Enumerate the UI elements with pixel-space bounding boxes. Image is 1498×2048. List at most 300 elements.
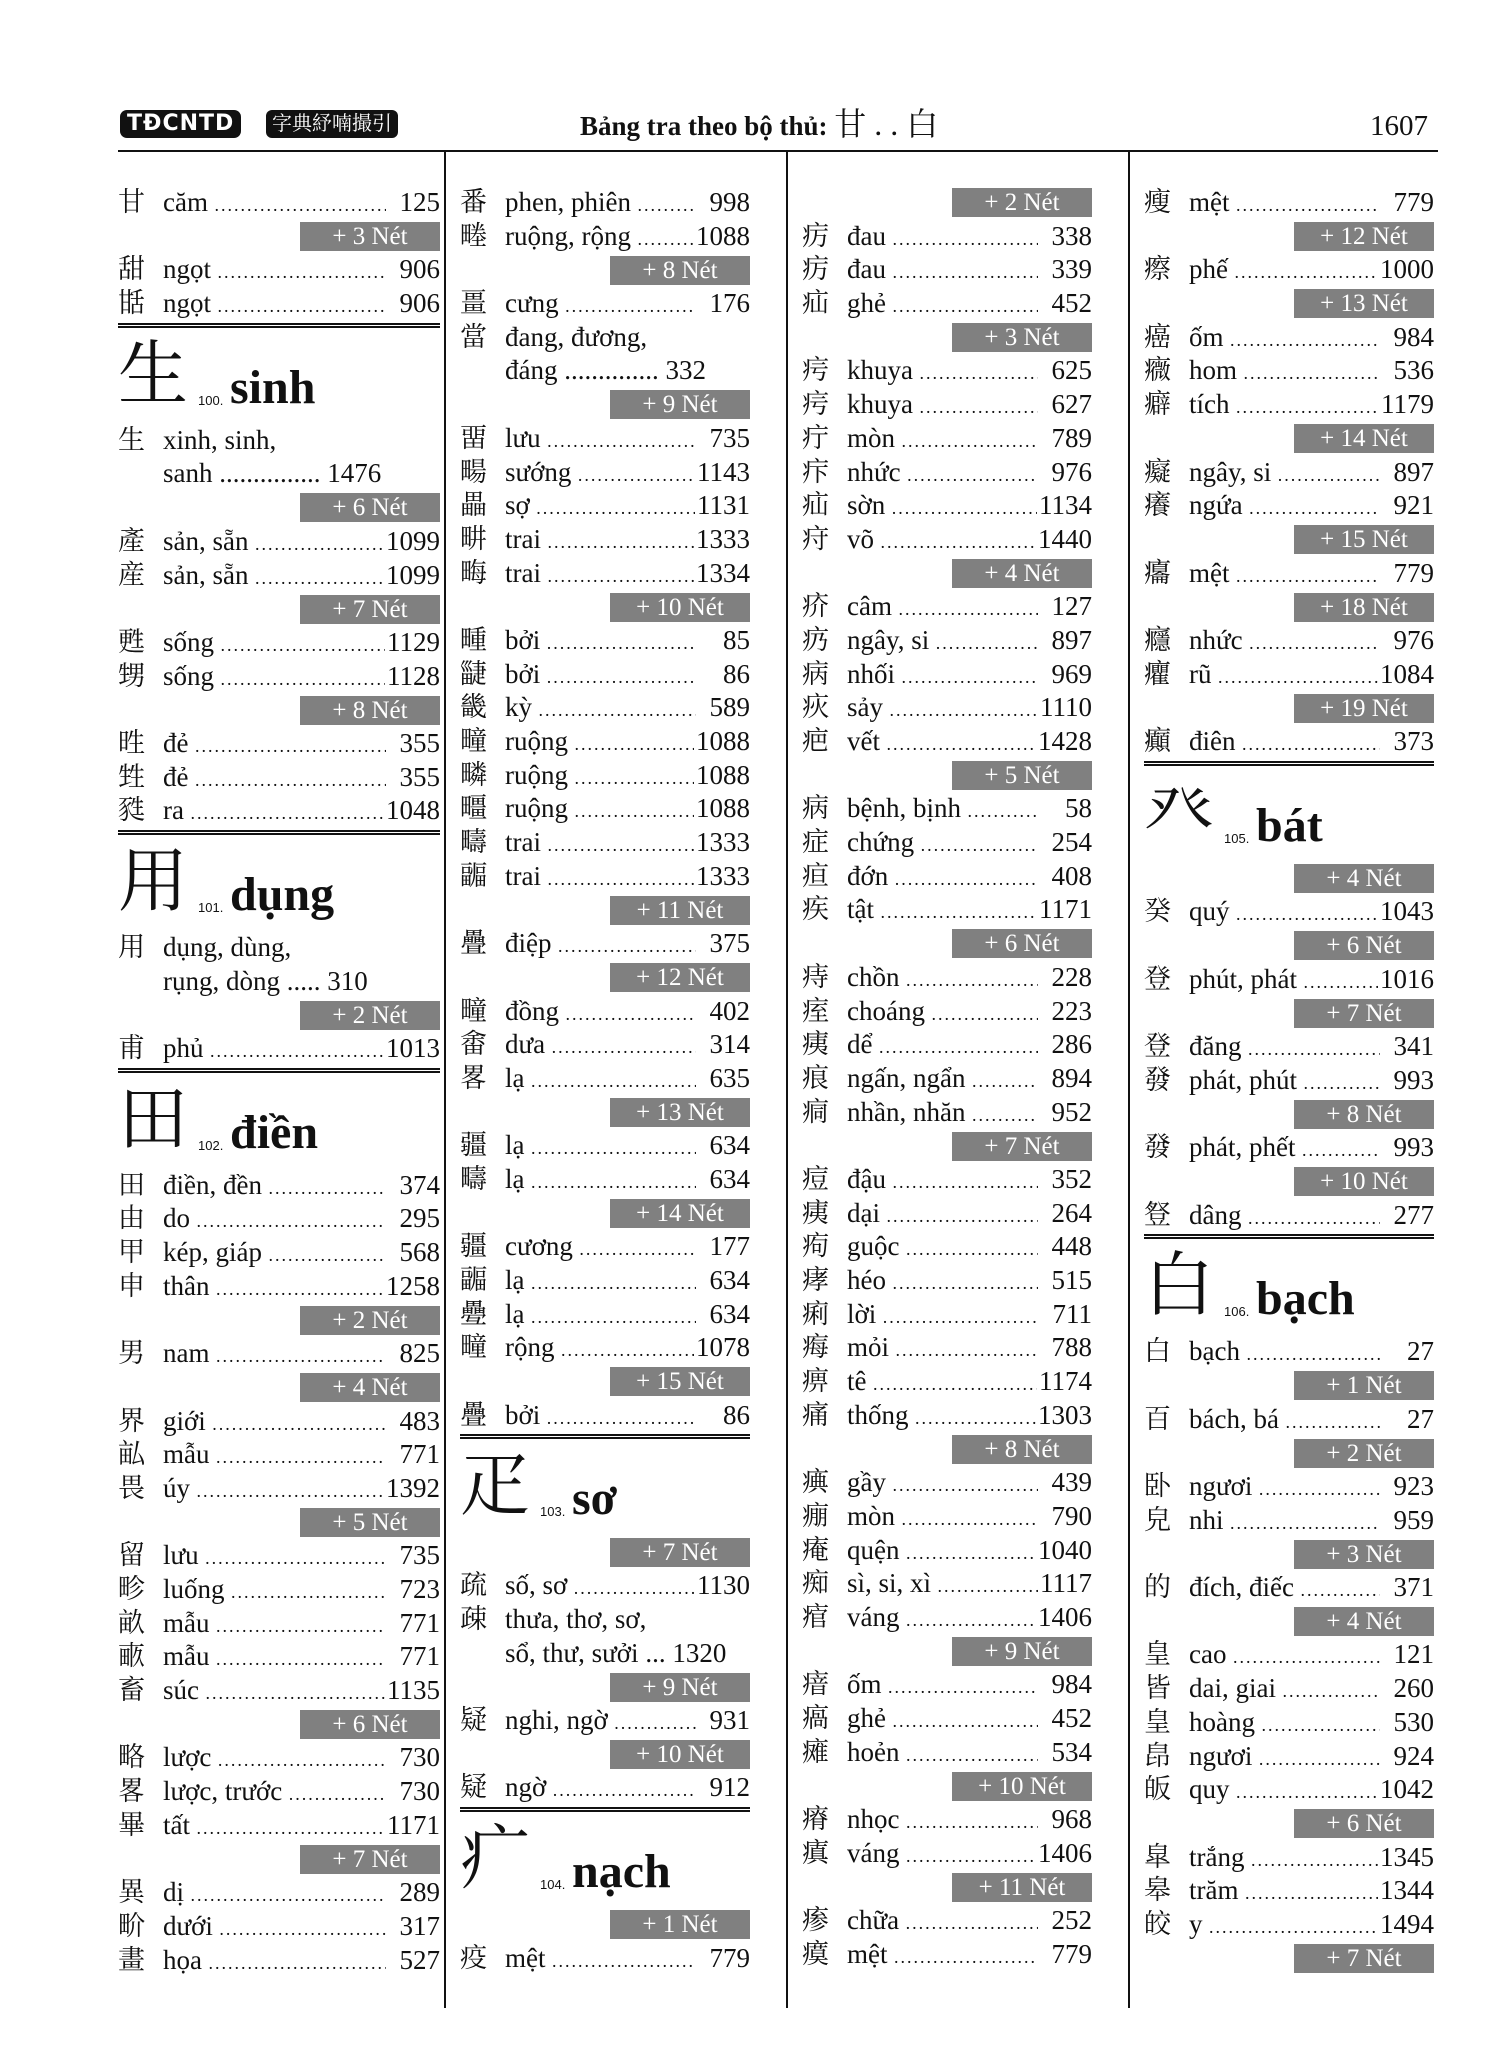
radical-heading xyxy=(1144,761,1434,862)
index-entry xyxy=(802,253,1092,287)
entry-reading: ngấn, ngẩn ..... xyxy=(847,1062,1038,1099)
index-entry xyxy=(802,961,1092,995)
stroke-count-label: + 6 Nét xyxy=(300,1710,440,1739)
entry-character: 痴 xyxy=(802,1568,829,1599)
entry-reading: mòn ..... xyxy=(847,1500,1038,1537)
entry-character: 瘦 xyxy=(1144,187,1171,217)
entry-character: 疊 xyxy=(460,1399,487,1430)
entry-page: 998 xyxy=(709,187,750,217)
entry-reading: trai ..... xyxy=(505,860,694,897)
stroke-count-header xyxy=(1144,691,1434,725)
entry-page: 779 xyxy=(1051,1938,1092,1969)
entry-page: 1117 xyxy=(1040,1568,1092,1599)
stroke-count-header xyxy=(1144,929,1434,963)
entry-character: 畿 xyxy=(460,692,487,723)
index-entry xyxy=(118,1270,440,1304)
index-entry xyxy=(1144,658,1434,692)
stroke-count-label: + 1 Nét xyxy=(610,1910,750,1939)
entry-page: 625 xyxy=(1051,355,1092,386)
index-entry xyxy=(1144,1638,1434,1672)
entry-reading: dai, giai ..... xyxy=(1189,1672,1380,1709)
index-entry xyxy=(118,1337,440,1371)
entry-page: 1171 xyxy=(387,1809,440,1840)
entry-reading: nhọc ..... xyxy=(847,1803,1038,1840)
entry-reading: lạ ..... xyxy=(505,1129,696,1166)
entry-character: 瘵 xyxy=(1144,254,1171,285)
entry-character: 甠 xyxy=(118,727,145,758)
entry-continuation: sổ, thư, sưởi ... 1320 xyxy=(505,1637,727,1668)
entry-character: 疜 xyxy=(802,456,829,487)
entry-character: 疃 xyxy=(460,726,487,756)
stroke-count-label: + 3 Nét xyxy=(1294,1540,1434,1569)
index-entry xyxy=(460,995,750,1029)
radical-number: 100. xyxy=(198,392,224,408)
index-entry xyxy=(802,691,1092,725)
entry-page: 85 xyxy=(723,624,750,655)
stroke-count-label: + 13 Nét xyxy=(610,1098,750,1127)
entry-reading: y ..... xyxy=(1189,1908,1378,1945)
stroke-count-label: + 15 Nét xyxy=(610,1367,750,1396)
entry-page: 968 xyxy=(1051,1804,1092,1834)
index-entry xyxy=(118,1741,440,1775)
index-entry xyxy=(1144,456,1434,490)
entry-page: 897 xyxy=(1051,624,1092,655)
index-column-1 xyxy=(118,186,440,1977)
stroke-count-header xyxy=(460,961,750,995)
entry-character: 産 xyxy=(118,559,145,590)
index-entry xyxy=(1144,725,1434,759)
entry-character: 皇 xyxy=(1144,1706,1171,1737)
entry-reading: đồng ..... xyxy=(505,995,696,1032)
index-entry xyxy=(460,1771,750,1805)
entry-character: 瘼 xyxy=(802,1938,829,1969)
entry-page: 897 xyxy=(1393,456,1434,487)
entry-page: 1084 xyxy=(1380,658,1434,689)
entry-page: 730 xyxy=(399,1776,440,1807)
entry-character: 痗 xyxy=(802,1332,829,1363)
index-entry xyxy=(460,658,750,692)
entry-character: 疇 xyxy=(460,827,487,858)
stroke-count-header xyxy=(118,491,440,525)
entry-character: 畾 xyxy=(460,490,487,521)
entry-reading: bệnh, bịnh ..... xyxy=(847,792,1038,829)
entry-continuation: đáng .............. 332 xyxy=(505,355,706,386)
stroke-count-header xyxy=(460,1365,750,1399)
index-entry xyxy=(802,1567,1092,1601)
entry-reading: đang, đương, xyxy=(505,321,648,352)
index-entry xyxy=(118,660,440,694)
stroke-count-header xyxy=(460,1908,750,1942)
stroke-count-label: + 10 Nét xyxy=(610,1740,750,1769)
stroke-count-header xyxy=(460,1670,750,1704)
index-entry xyxy=(802,590,1092,624)
entry-character: 畮 xyxy=(460,557,487,588)
entry-page: 894 xyxy=(1051,1062,1092,1093)
entry-reading: lưu ..... xyxy=(505,422,696,459)
index-column-2 xyxy=(460,186,750,1975)
index-entry xyxy=(118,1573,440,1607)
entry-character: 癮 xyxy=(1144,624,1171,655)
entry-character: 疏 xyxy=(460,1570,487,1601)
entry-reading: khuya ..... xyxy=(847,354,1038,391)
stroke-count-header xyxy=(1144,996,1434,1030)
radical-name: bạch xyxy=(1256,1272,1355,1326)
entry-reading: trăm ..... xyxy=(1189,1874,1378,1911)
index-entry xyxy=(118,1236,440,1270)
radical-character: 癶 xyxy=(1144,774,1214,852)
stroke-count-header xyxy=(460,1738,750,1772)
index-entry xyxy=(118,931,440,965)
stroke-count-header xyxy=(1144,1605,1434,1639)
index-entry xyxy=(802,220,1092,254)
stroke-count-header xyxy=(1144,1369,1434,1403)
entry-character: 疠 xyxy=(802,220,829,251)
entry-page: 402 xyxy=(709,995,750,1026)
entry-page: 1134 xyxy=(1039,490,1092,521)
entry-reading: đau ..... xyxy=(847,220,1038,257)
entry-page: 779 xyxy=(1393,557,1434,588)
entry-reading: ốm ..... xyxy=(847,1668,1038,1705)
stroke-count-label: + 12 Nét xyxy=(610,963,750,992)
entry-character: 癢 xyxy=(1144,490,1171,521)
entry-reading: sản, sẵn ..... xyxy=(163,559,384,596)
entry-character: 痔 xyxy=(802,961,829,992)
index-entry xyxy=(460,624,750,658)
entry-character: 疈 xyxy=(460,860,487,891)
entry-page: 1440 xyxy=(1038,523,1092,554)
entry-reading: dưa ..... xyxy=(505,1028,696,1065)
entry-page: 568 xyxy=(399,1237,440,1268)
entry-reading: thống ..... xyxy=(847,1399,1036,1436)
entry-character: 疑 xyxy=(460,1772,487,1803)
radical-heading xyxy=(118,830,440,931)
entry-page: 317 xyxy=(399,1910,440,1941)
radical-character: 疋 xyxy=(460,1448,530,1526)
entry-page: 515 xyxy=(1051,1265,1092,1295)
entry-reading: thưa, thơ, sơ, xyxy=(505,1603,647,1634)
page-title-radicals: 甘 . . 白 xyxy=(834,106,939,142)
stroke-count-label: + 10 Nét xyxy=(952,1772,1092,1801)
entry-reading: số, sơ ..... xyxy=(505,1569,695,1606)
entry-character: 畻 xyxy=(460,220,487,251)
entry-page: 452 xyxy=(1051,1702,1092,1733)
entry-page: 1333 xyxy=(696,827,750,858)
stroke-count-header xyxy=(802,1769,1092,1803)
stroke-count-label: + 8 Nét xyxy=(610,256,750,285)
entry-reading: căm ..... xyxy=(163,186,386,223)
stroke-count-header xyxy=(1144,1942,1434,1976)
index-entry xyxy=(1144,321,1434,355)
entry-character: 痍 xyxy=(802,1197,829,1228)
entry-page: 959 xyxy=(1393,1504,1434,1535)
entry-page: 984 xyxy=(1393,321,1434,352)
stroke-count-label: + 4 Nét xyxy=(952,559,1092,588)
entry-reading: phen, phiên ..... xyxy=(505,186,696,223)
entry-reading: phủ ..... xyxy=(163,1032,384,1069)
index-entry xyxy=(1144,1131,1434,1165)
stroke-count-header xyxy=(1144,1807,1434,1841)
entry-reading: lạ ..... xyxy=(505,1264,696,1301)
entry-page: 177 xyxy=(709,1231,750,1262)
index-entry xyxy=(460,927,750,961)
entry-character: 痀 xyxy=(802,1231,829,1262)
entry-reading: guộc ..... xyxy=(847,1230,1038,1267)
entry-page: 373 xyxy=(1393,726,1434,756)
entry-reading: phế ..... xyxy=(1189,253,1378,290)
index-entry xyxy=(802,489,1092,523)
entry-character: 疈 xyxy=(460,1265,487,1295)
entry-page: 375 xyxy=(709,928,750,959)
radical-character: 疒 xyxy=(460,1820,530,1898)
entry-reading: nhối ..... xyxy=(847,658,1038,695)
index-entry xyxy=(460,725,750,759)
entry-reading: trai ..... xyxy=(505,826,694,863)
entry-character: 痷 xyxy=(802,1534,829,1565)
radical-number: 103. xyxy=(540,1504,566,1520)
entry-reading: mẫu ..... xyxy=(163,1640,386,1677)
index-entry xyxy=(118,1809,440,1843)
stroke-count-header xyxy=(1144,220,1434,254)
stroke-count-header xyxy=(802,1432,1092,1466)
entry-character: 痹 xyxy=(802,1366,829,1397)
entry-reading: điên ..... xyxy=(1189,725,1380,762)
entry-page: 976 xyxy=(1393,624,1434,655)
entry-page: 355 xyxy=(399,761,440,792)
stroke-count-header xyxy=(1144,1098,1434,1132)
index-entry xyxy=(1144,1335,1434,1369)
stroke-count-label: + 11 Nét xyxy=(952,1873,1092,1902)
index-entry xyxy=(802,1096,1092,1130)
index-entry xyxy=(1144,388,1434,422)
stroke-count-header xyxy=(118,1708,440,1742)
dictionary-logo: 字典紓喃撮引 xyxy=(266,110,398,138)
index-entry xyxy=(802,1163,1092,1197)
entry-reading: bởi ..... xyxy=(505,624,696,661)
entry-character: 疃 xyxy=(460,995,487,1026)
entry-page: 27 xyxy=(1407,1336,1434,1367)
stroke-count-label: + 9 Nét xyxy=(610,390,750,419)
entry-reading: đẻ ..... xyxy=(163,761,386,798)
entry-character: 痍 xyxy=(802,1029,829,1060)
stroke-count-header xyxy=(1144,1436,1434,1470)
entry-page: 1088 xyxy=(696,220,750,251)
entry-character: 癟 xyxy=(1144,557,1171,588)
entry-character: 疫 xyxy=(460,1942,487,1973)
entry-character: 當 xyxy=(460,321,487,352)
entry-reading: lược, trước ..... xyxy=(163,1775,386,1812)
stroke-count-header xyxy=(1144,590,1434,624)
entry-character: 疝 xyxy=(802,288,829,319)
entry-character: 痯 xyxy=(802,1601,829,1632)
entry-character: 畛 xyxy=(118,1574,145,1604)
stroke-count-label: + 6 Nét xyxy=(300,493,440,522)
entry-character: 發 xyxy=(1144,1132,1171,1163)
index-entry xyxy=(1144,354,1434,388)
entry-reading: nghi, ngờ ..... xyxy=(505,1704,696,1741)
index-entry xyxy=(460,1264,750,1298)
entry-character: 病 xyxy=(802,658,829,689)
entry-page: 779 xyxy=(709,1942,750,1973)
index-entry xyxy=(460,1298,750,1332)
entry-page: 923 xyxy=(1393,1471,1434,1501)
radical-heading xyxy=(460,1434,750,1535)
entry-page: 735 xyxy=(709,422,750,453)
entry-character: 卧 xyxy=(1144,1471,1171,1501)
index-entry xyxy=(802,523,1092,557)
entry-character: 疄 xyxy=(460,759,487,790)
stroke-count-header xyxy=(460,1197,750,1231)
entry-character: 界 xyxy=(118,1405,145,1436)
entry-reading: ngây, si ..... xyxy=(847,624,1038,661)
entry-page: 1130 xyxy=(697,1570,750,1601)
entry-character: 疔 xyxy=(802,422,829,453)
stroke-count-label: + 7 Nét xyxy=(300,595,440,624)
entry-page: 1334 xyxy=(696,557,750,588)
index-entry xyxy=(802,792,1092,826)
entry-character: 痚 xyxy=(802,1265,829,1295)
index-entry xyxy=(460,456,750,490)
entry-page: 1143 xyxy=(697,456,750,487)
entry-reading: chồn ..... xyxy=(847,961,1038,998)
entry-reading: gầy ..... xyxy=(847,1466,1038,1503)
entry-character: 略 xyxy=(118,1742,145,1773)
entry-character: 畺 xyxy=(460,288,487,319)
entry-reading: rộng ..... xyxy=(505,1331,694,1368)
stroke-count-label: + 7 Nét xyxy=(952,1132,1092,1161)
index-entry xyxy=(802,287,1092,321)
stroke-count-header xyxy=(460,1096,750,1130)
entry-character: 畍 xyxy=(118,1910,145,1941)
entry-character: 畞 xyxy=(118,1641,145,1672)
entry-page: 121 xyxy=(1393,1639,1434,1670)
entry-page: 1000 xyxy=(1380,254,1434,285)
radical-heading xyxy=(1144,1234,1434,1335)
entry-page: 1013 xyxy=(386,1033,440,1064)
index-entry xyxy=(118,424,440,458)
stroke-count-label: + 15 Nét xyxy=(1294,525,1434,554)
entry-reading: cưng ..... xyxy=(505,287,696,324)
entry-reading: phát, phút ..... xyxy=(1189,1064,1380,1101)
entry-character: 瘑 xyxy=(802,1702,829,1733)
entry-character: 甥 xyxy=(118,660,145,691)
index-entry xyxy=(118,727,440,761)
entry-character: 百 xyxy=(1144,1403,1171,1434)
entry-reading: tất ..... xyxy=(163,1809,385,1846)
entry-page: 228 xyxy=(1051,961,1092,992)
entry-character: 瘠 xyxy=(802,1804,829,1834)
radical-name: điền xyxy=(230,1105,319,1159)
entry-page: 634 xyxy=(709,1298,750,1329)
entry-reading: héo ..... xyxy=(847,1264,1038,1301)
entry-page: 711 xyxy=(1052,1298,1092,1329)
entry-character: 疊 xyxy=(460,928,487,959)
entry-page: 27 xyxy=(1407,1403,1434,1434)
index-entry xyxy=(1144,1672,1434,1706)
radical-number: 104. xyxy=(540,1876,566,1892)
entry-reading: phút, phát ..... xyxy=(1189,963,1378,1000)
entry-character: 痓 xyxy=(802,995,829,1026)
index-entry xyxy=(460,1399,750,1433)
entry-character: 由 xyxy=(118,1203,145,1234)
radical-number: 102. xyxy=(198,1137,224,1153)
index-entry xyxy=(802,1028,1092,1062)
entry-character: 癖 xyxy=(1144,389,1171,420)
entry-page: 338 xyxy=(1051,220,1092,251)
entry-reading: dâng ..... xyxy=(1189,1199,1380,1236)
index-entry xyxy=(1144,1874,1434,1908)
stroke-count-header xyxy=(802,927,1092,961)
stroke-count-header xyxy=(1144,1537,1434,1571)
stroke-count-header xyxy=(118,1304,440,1338)
entry-character: 登 xyxy=(1144,963,1171,994)
stroke-count-header xyxy=(802,1870,1092,1904)
entry-reading: lời ..... xyxy=(847,1298,1038,1335)
entry-character: 疓 xyxy=(802,624,829,655)
entry-page: 277 xyxy=(1393,1199,1434,1230)
entry-character: 用 xyxy=(118,932,145,962)
entry-reading: dại ..... xyxy=(847,1197,1038,1234)
index-entry xyxy=(1144,253,1434,287)
entry-character: 甦 xyxy=(118,626,145,657)
entry-character: 疤 xyxy=(802,726,829,756)
stroke-count-label: + 6 Nét xyxy=(1294,931,1434,960)
entry-character: 畼 xyxy=(460,456,487,487)
entry-reading: kép, giáp ..... xyxy=(163,1236,386,1273)
index-entry xyxy=(1144,1199,1434,1233)
stroke-count-label: + 5 Nét xyxy=(952,761,1092,790)
stroke-count-label: + 11 Nét xyxy=(610,896,750,925)
column-divider xyxy=(444,152,446,2008)
entry-character: 疃 xyxy=(460,1332,487,1363)
entry-reading: tích ..... xyxy=(1189,388,1379,425)
entry-page: 448 xyxy=(1051,1231,1092,1262)
index-entry xyxy=(118,626,440,660)
index-entry xyxy=(1144,1841,1434,1875)
index-entry xyxy=(118,186,440,220)
entry-character: 疛 xyxy=(802,523,829,554)
entry-page: 993 xyxy=(1393,1064,1434,1095)
entry-reading: chứng ..... xyxy=(847,826,1038,863)
index-entry xyxy=(1144,1064,1434,1098)
entry-character: 白 xyxy=(1144,1336,1171,1367)
index-entry xyxy=(802,354,1092,388)
index-entry xyxy=(1144,624,1434,658)
entry-character: 症 xyxy=(802,827,829,858)
stroke-count-label: + 9 Nét xyxy=(952,1637,1092,1666)
entry-page: 536 xyxy=(1393,355,1434,386)
entry-character: 疞 xyxy=(802,355,829,386)
entry-page: 527 xyxy=(399,1944,440,1975)
entry-reading: ngứa ..... xyxy=(1189,489,1380,526)
entry-reading: đăng ..... xyxy=(1189,1030,1380,1067)
entry-page: 223 xyxy=(1051,995,1092,1026)
entry-character: 痛 xyxy=(802,1399,829,1430)
radical-character: 田 xyxy=(118,1081,188,1159)
entry-reading: trắng ..... xyxy=(1189,1841,1378,1878)
stroke-count-label: + 14 Nét xyxy=(610,1199,750,1228)
entry-reading: ruộng, rộng ..... xyxy=(505,220,694,257)
entry-reading: lạ ..... xyxy=(505,1298,696,1335)
index-entry xyxy=(460,860,750,894)
index-entry xyxy=(460,792,750,826)
entry-character: 痌 xyxy=(802,1096,829,1127)
radical-number: 106. xyxy=(1224,1304,1250,1320)
stroke-count-label: + 8 Nét xyxy=(952,1435,1092,1464)
entry-character: 甤 xyxy=(118,795,145,826)
stroke-count-header xyxy=(802,1635,1092,1669)
entry-page: 1099 xyxy=(386,559,440,590)
stroke-count-label: + 4 Nét xyxy=(1294,864,1434,893)
